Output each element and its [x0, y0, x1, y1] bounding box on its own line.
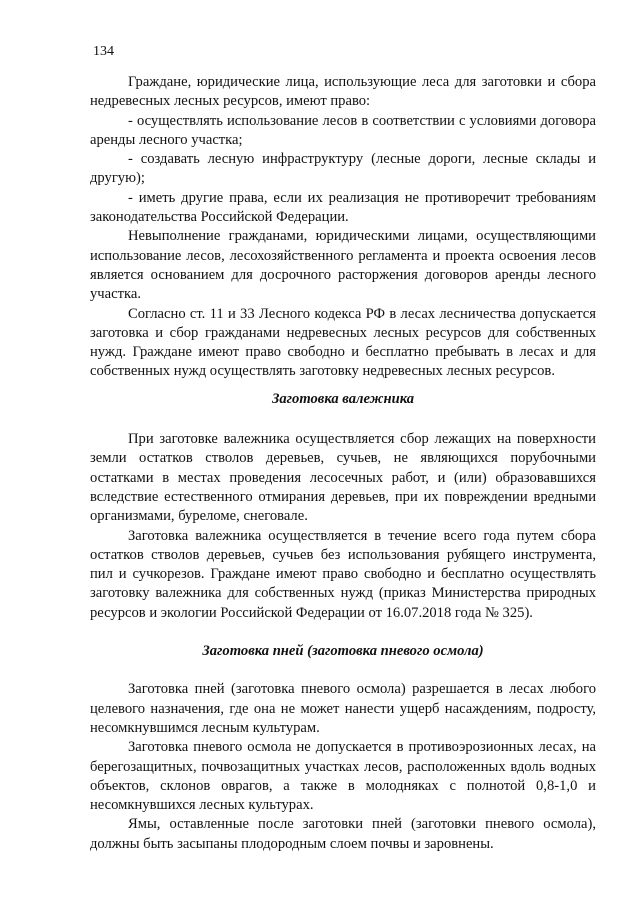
paragraph: Невыполнение гражданами, юридическими лицами, осуществляющими использование лесов, лесохозяйственного регламента и проекта освоения лесов является основанием для досрочного расторжения договоров аренды лесного участка. [90, 228, 596, 303]
section-deadwood [90, 430, 596, 623]
page-number: 134 [93, 44, 114, 59]
list-item: - создавать лесную инфраструктуру (лесные дороги, лесные склады и другую); [90, 151, 596, 187]
paragraph: Граждане, юридические лица, использующие леса для заготовки и сбора недревесных лесных ресурсов, имеют право: [90, 74, 596, 110]
section-stumps [90, 680, 596, 854]
document-body [90, 73, 596, 854]
list-item: - осуществлять использование лесов в соответствии с условиями договора аренды лесного участка; [90, 112, 596, 148]
paragraph: При заготовке валежника осуществляется сбор лежащих на поверхности земли остатков стволов деревьев, сучьев, не являющихся порубочными остатками в местах проведения лесосечных работ, и (или) образовавшихся вследствие естественного отмирания деревьев, при их повреждении вредными организмами, буреломе, снеговале. [90, 431, 596, 525]
list-item: - иметь другие права, если их реализация не противоречит требованиям законодательства Российской Федерации. [90, 189, 596, 226]
paragraph: Согласно ст. 11 и 33 Лесного кодекса РФ в лесах лесничества допускается заготовка и сбор гражданами недревесных лесных ресурсов для собственных нужд. Граждане имеют право свободно и бесплатно пребывать в лесах и для собственных нужд осуществлять заготовку недревесных лесных ресурсов. [90, 305, 596, 380]
paragraph: Заготовка пневого осмола не допускается в противоэрозионных лесах, на берегозащитных, почвозащитных участках лесов, расположенных вдоль водных объектов, склонов оврагов, а также в молодняках с полнотой 0,8-1,0 и несомкнувшихся лесных культурах. [90, 739, 596, 814]
section-non-timber-rights [90, 73, 596, 382]
paragraph: Заготовка валежника осуществляется в течение всего года путем сбора остатков стволов деревьев, сучьев без использования рубящего инструмента, пил и сучкорезов. Граждане имеют право свободно и бесплатно осуществлять заготовку валежника для собственных нужд (приказ Министерства природных ресурсов и экологии Российской Федерации от 16.07.2018 года № 325). [90, 527, 596, 621]
section-heading-deadwood: Заготовка валежника [271, 390, 415, 407]
paragraph: Ямы, оставленные после заготовки пней (заготовки пневого осмола), должны быть засыпаны плодородным слоем почвы и заровнены. [90, 816, 596, 852]
section-heading-stumps: Заготовка пней (заготовка пневого осмола) [202, 643, 484, 660]
paragraph: Заготовка пней (заготовка пневого осмола) разрешается в лесах любого целевого назначения, где она не может нанести ущерб насаждениям, подросту, несомкнувшимся лесным культурам. [90, 681, 596, 736]
